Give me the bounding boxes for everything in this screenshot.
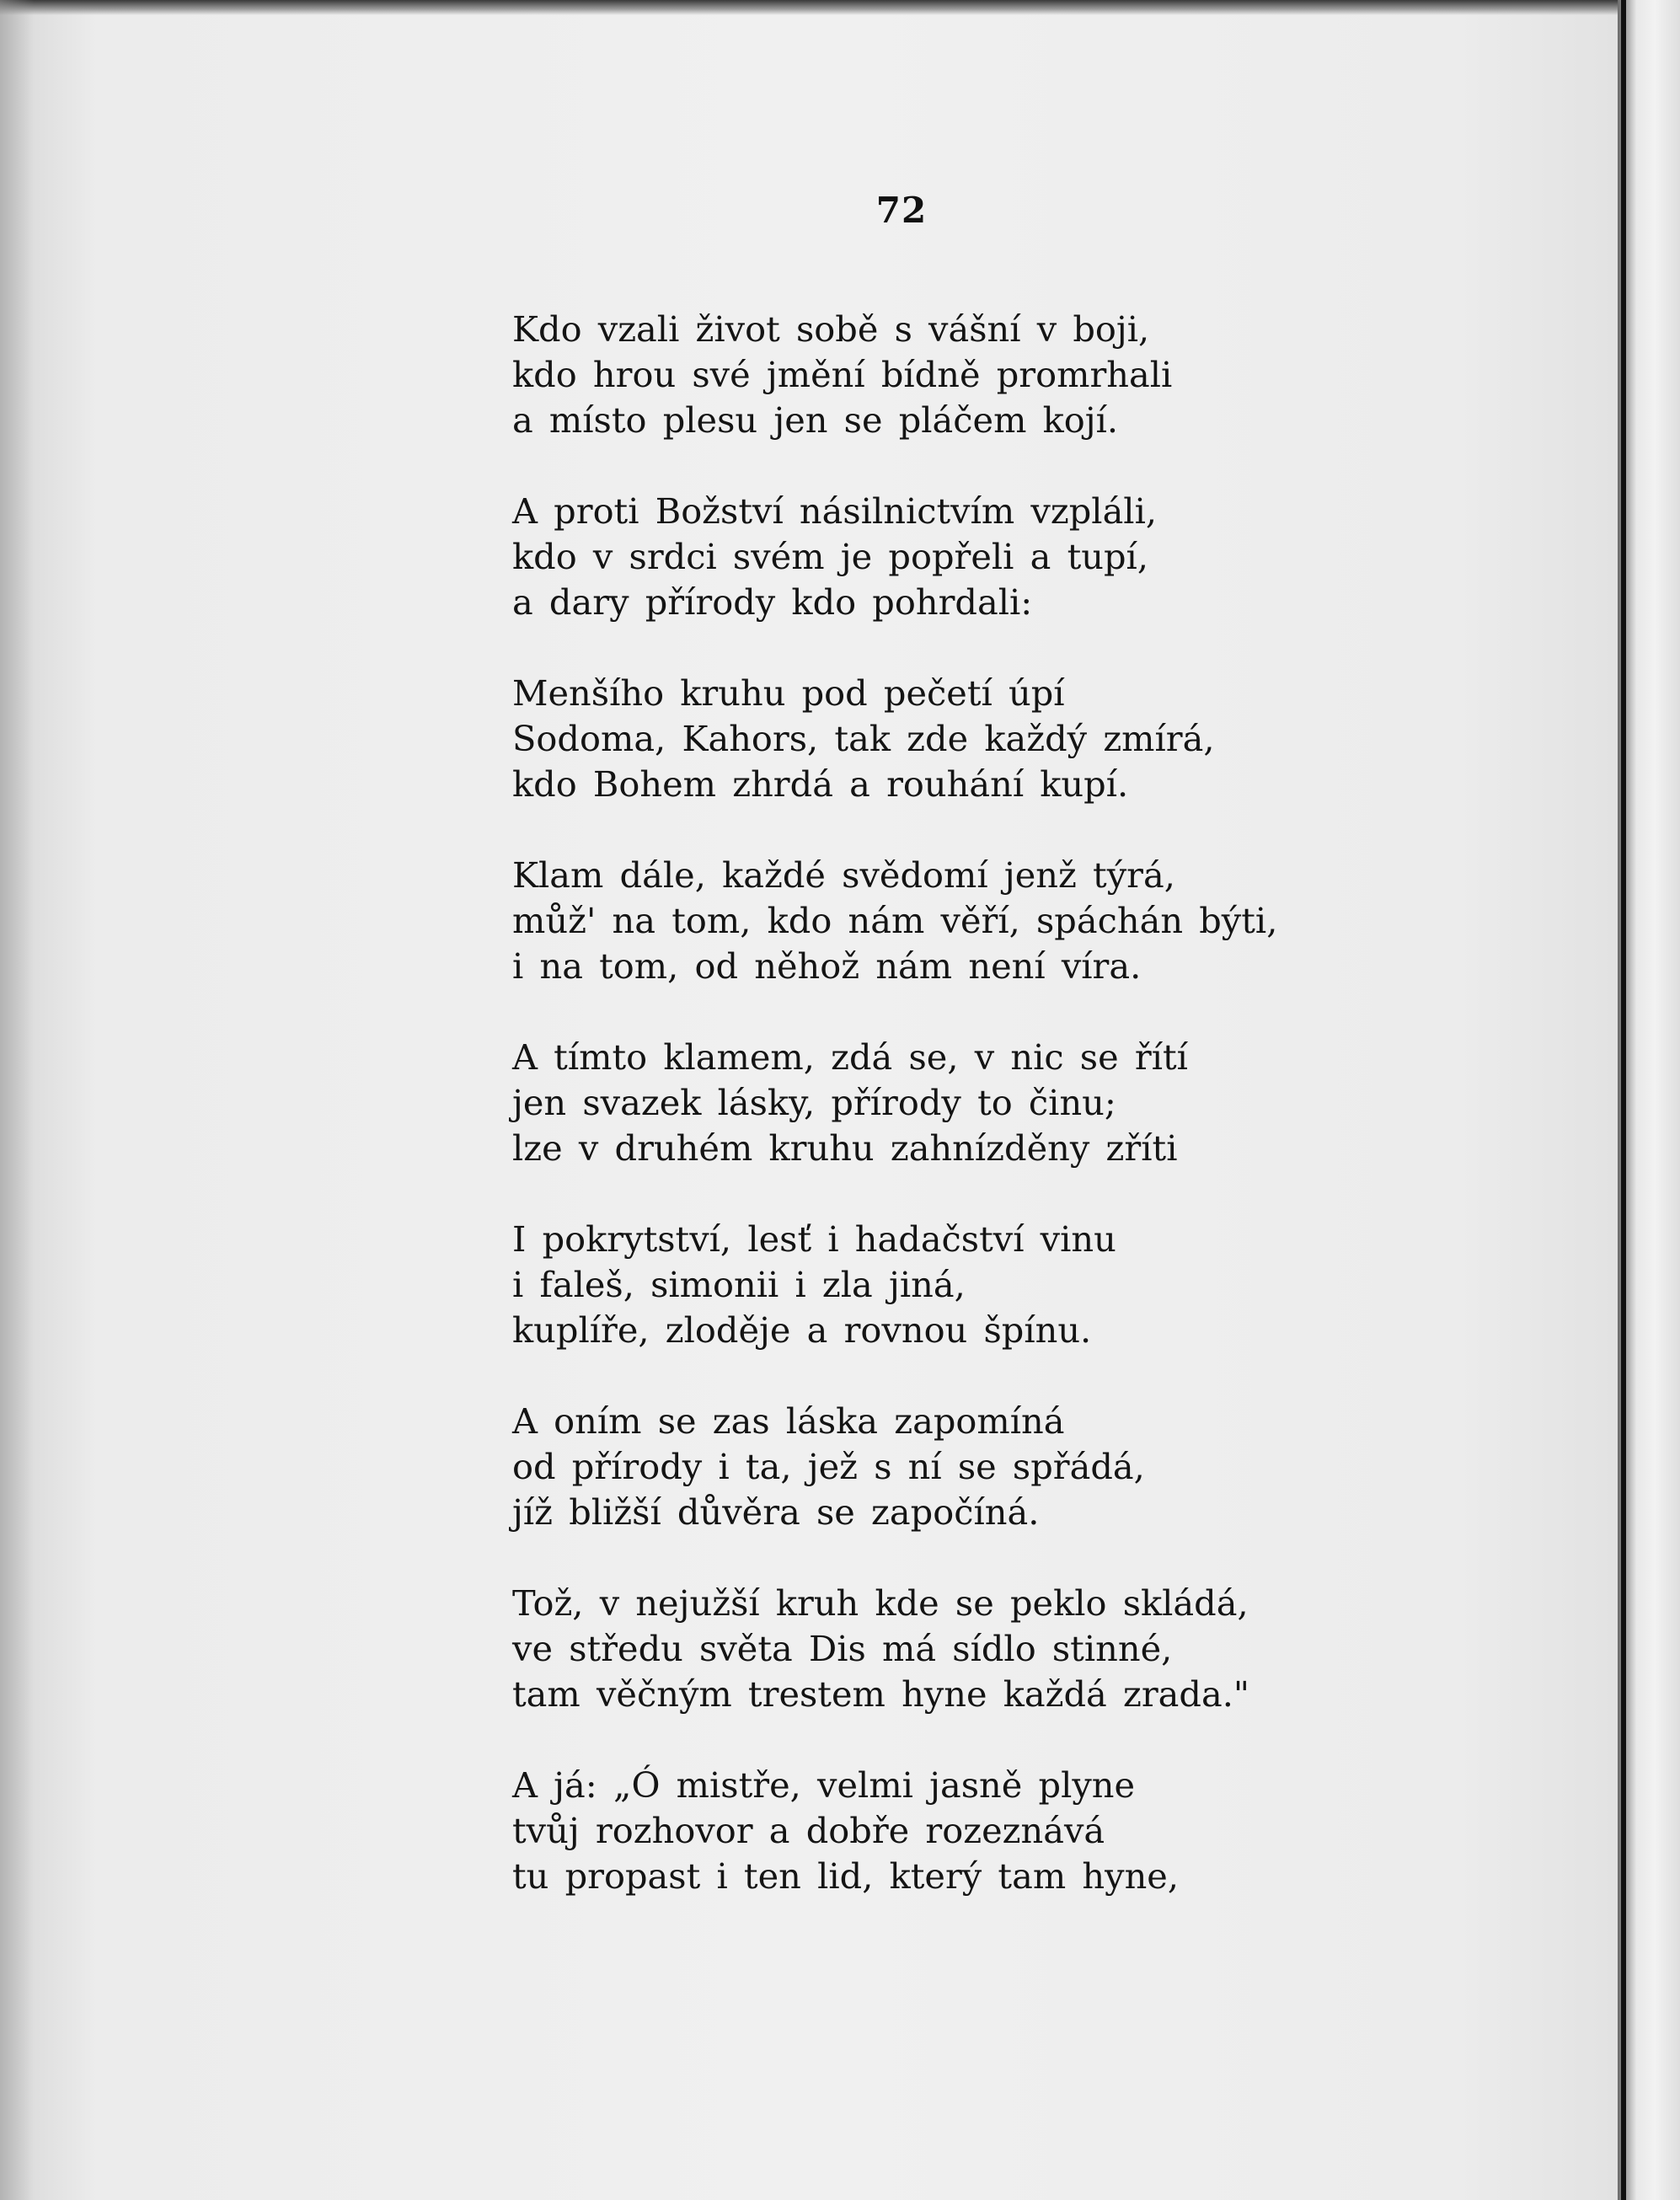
verse-line: jíž bližší důvěra se započíná. <box>512 1491 1040 1533</box>
stanza <box>512 1763 1565 1899</box>
verse-line: od přírody i ta, jež s ní se spřádá, <box>512 1446 1145 1487</box>
verse-line: Kdo vzali život sobě s vášní v boji, <box>512 308 1150 350</box>
book-gutter <box>1618 0 1680 2200</box>
verse-line: Klam dále, každé svědomí jenž týrá, <box>512 854 1175 896</box>
verse-line: Tož, v nejužší kruh kde se peklo skládá, <box>512 1582 1249 1624</box>
stanza <box>512 489 1565 625</box>
poem-text <box>512 307 1565 1945</box>
verse-line: A proti Božství násilnictvím vzpláli, <box>512 490 1158 532</box>
verse-line: a dary přírody kdo pohrdali: <box>512 581 1033 623</box>
verse-line: A já: „Ó mistře, velmi jasně plyne <box>512 1764 1136 1806</box>
verse-line: Sodoma, Kahors, tak zde každý zmírá, <box>512 718 1215 759</box>
verse-line: kdo v srdci svém je popřeli a tupí, <box>512 536 1149 577</box>
verse-line: tu propast i ten lid, který tam hyne, <box>512 1855 1180 1897</box>
verse-line: tvůj rozhovor a dobře rozeznává <box>512 1810 1105 1851</box>
verse-line: i faleš, simonii i zla jiná, <box>512 1264 966 1305</box>
verse-line: kuplíře, zloděje a rovnou špínu. <box>512 1309 1092 1351</box>
verse-line: lze v druhém kruhu zahnízděny zříti <box>512 1127 1178 1169</box>
stanza <box>512 671 1565 807</box>
stanza <box>512 1399 1565 1535</box>
verse-line: ve středu světa Dis má sídlo stinné, <box>512 1628 1173 1669</box>
verse-line: Menšího kruhu pod pečetí úpí <box>512 672 1065 714</box>
stanza <box>512 1581 1565 1717</box>
verse-line: A tímto klamem, zdá se, v nic se řítí <box>512 1036 1188 1078</box>
verse-line: a místo plesu jen se pláčem kojí. <box>512 399 1119 441</box>
verse-line: A oním se zas láska zapomíná <box>512 1400 1065 1442</box>
stanza <box>512 307 1565 443</box>
stanza <box>512 1035 1565 1171</box>
stanza <box>512 853 1565 989</box>
stanza <box>512 1217 1565 1353</box>
verse-line: jen svazek lásky, přírody to činu; <box>512 1082 1116 1123</box>
page-number: 72 <box>875 190 928 231</box>
verse-line: můž' na tom, kdo nám věří, spáchán býti, <box>512 900 1278 941</box>
verse-line: I pokrytství, lesť i hadačství vinu <box>512 1218 1116 1260</box>
verse-line: i na tom, od něhož nám není víra. <box>512 945 1142 987</box>
verse-line: kdo hrou své jmění bídně promrhali <box>512 354 1173 395</box>
verse-line: tam věčným trestem hyne každá zrada." <box>512 1673 1250 1715</box>
gutter-edge <box>1621 0 1626 2200</box>
verse-line: kdo Bohem zhrdá a rouhání kupí. <box>512 763 1129 805</box>
